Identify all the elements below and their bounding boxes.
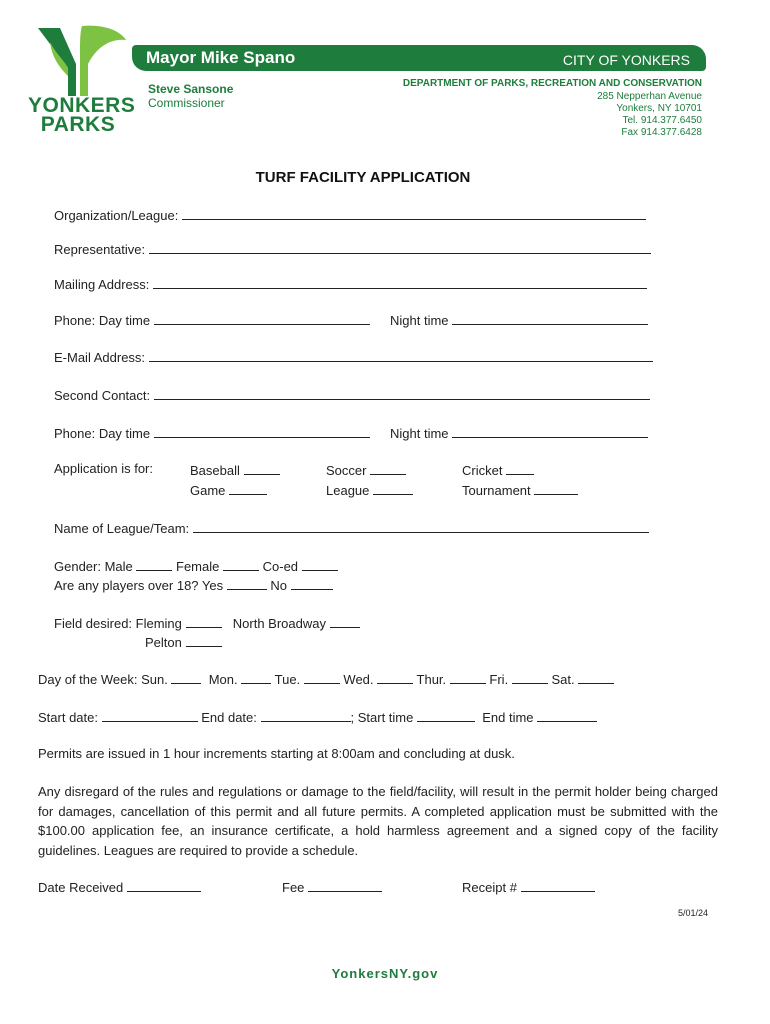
email-row: E-Mail Address: <box>54 348 653 365</box>
cricket-field[interactable] <box>506 461 534 475</box>
commissioner-name: Steve Sansone <box>148 82 234 96</box>
receipt-row: Receipt # <box>462 878 595 895</box>
end-date-field[interactable] <box>261 708 351 722</box>
mayor-name: Mayor Mike Spano <box>146 48 296 67</box>
male-field[interactable] <box>136 557 172 571</box>
fri-field[interactable] <box>512 670 548 684</box>
mailing-address-field[interactable] <box>153 275 647 289</box>
fee-row: Fee <box>282 878 382 895</box>
over18-no-field[interactable] <box>291 576 333 590</box>
mon-field[interactable] <box>241 670 271 684</box>
north-broadway-field[interactable] <box>330 614 360 628</box>
representative-field[interactable] <box>149 240 651 254</box>
date-received-row: Date Received <box>38 878 201 895</box>
league-team-field[interactable] <box>193 519 649 533</box>
mailing-address-row: Mailing Address: <box>54 275 647 292</box>
organization-field[interactable] <box>182 206 646 220</box>
thur-field[interactable] <box>450 670 486 684</box>
soccer-field[interactable] <box>370 461 406 475</box>
tue-field[interactable] <box>304 670 340 684</box>
department-address: 285 Nepperhan Avenue Yonkers, NY 10701 Tel. 914.377.6450 Fax 914.377.6428 <box>597 91 702 138</box>
female-field[interactable] <box>223 557 259 571</box>
sat-field[interactable] <box>578 670 614 684</box>
city-name: CITY OF YONKERS <box>562 52 690 68</box>
application-for-label: Application is for: <box>54 461 153 476</box>
email-field[interactable] <box>149 348 653 362</box>
form-title: TURF FACILITY APPLICATION <box>255 169 471 186</box>
over18-row: Are any players over 18? Yes No <box>54 576 333 593</box>
over18-yes-field[interactable] <box>227 576 267 590</box>
phone2-day-field[interactable] <box>154 424 370 438</box>
dates-row: Start date: End date: ; Start time End time <box>38 708 597 725</box>
soccer-option: Soccer <box>326 461 406 478</box>
date-received-field[interactable] <box>127 878 201 892</box>
baseball-field[interactable] <box>244 461 280 475</box>
coed-field[interactable] <box>302 557 338 571</box>
day-of-week-row: Day of the Week: Sun. Mon. Tue. Wed. Thur. Fri. Sat. <box>38 670 614 687</box>
phone2-night-field[interactable] <box>452 424 648 438</box>
game-option: Game <box>190 481 267 498</box>
second-contact-row: Second Contact: <box>54 386 650 403</box>
phone-night-row: Night time <box>390 311 648 328</box>
league-field[interactable] <box>373 481 413 495</box>
second-contact-field[interactable] <box>154 386 650 400</box>
logo-text: YONKERS PARKS <box>28 94 136 136</box>
start-time-field[interactable] <box>417 708 475 722</box>
league-option: League <box>326 481 413 498</box>
fleming-field[interactable] <box>186 614 222 628</box>
pelton-row: Pelton <box>145 633 222 650</box>
sun-field[interactable] <box>171 670 201 684</box>
pelton-field[interactable] <box>186 633 222 647</box>
league-team-row: Name of League/Team: <box>54 519 649 536</box>
organization-row: Organization/League: <box>54 206 646 223</box>
baseball-option: Baseball <box>190 461 280 478</box>
representative-row: Representative: <box>54 240 651 257</box>
phone-day-field[interactable] <box>154 311 370 325</box>
commissioner-title: Commissioner <box>148 96 225 110</box>
fee-field[interactable] <box>308 878 382 892</box>
phone-night-field[interactable] <box>452 311 648 325</box>
rules-paragraph: Any disregard of the rules and regulations or damage to the field/facility, will result in the permit holder being charged for damages, cancellation of this permit and all future permits. A completed application must be submitted with the $100.00 application fee, an insurance certificate, a hold harmless agreement and a signed copy of the facility guidelines. Leagues are required to provide a schedule. <box>38 784 718 858</box>
phone-row: Phone: Day time <box>54 311 370 328</box>
tournament-field[interactable] <box>534 481 578 495</box>
end-time-field[interactable] <box>537 708 597 722</box>
cricket-option: Cricket <box>462 461 534 478</box>
tournament-option: Tournament <box>462 481 578 498</box>
field-desired-row: Field desired: Fleming North Broadway <box>54 614 360 631</box>
game-field[interactable] <box>229 481 267 495</box>
permits-note: Permits are issued in 1 hour increments starting at 8:00am and concluding at dusk. <box>38 746 515 761</box>
footer-website[interactable]: YonkersNY.gov <box>331 966 439 981</box>
receipt-field[interactable] <box>521 878 595 892</box>
wed-field[interactable] <box>377 670 413 684</box>
gender-row: Gender: Male Female Co-ed <box>54 557 338 574</box>
phone2-row: Phone: Day time <box>54 424 370 441</box>
revision-date: 5/01/24 <box>677 908 708 918</box>
department-name: DEPARTMENT OF PARKS, RECREATION AND CONSERVATION <box>402 78 702 89</box>
phone2-night-row: Night time <box>390 424 648 441</box>
start-date-field[interactable] <box>102 708 198 722</box>
